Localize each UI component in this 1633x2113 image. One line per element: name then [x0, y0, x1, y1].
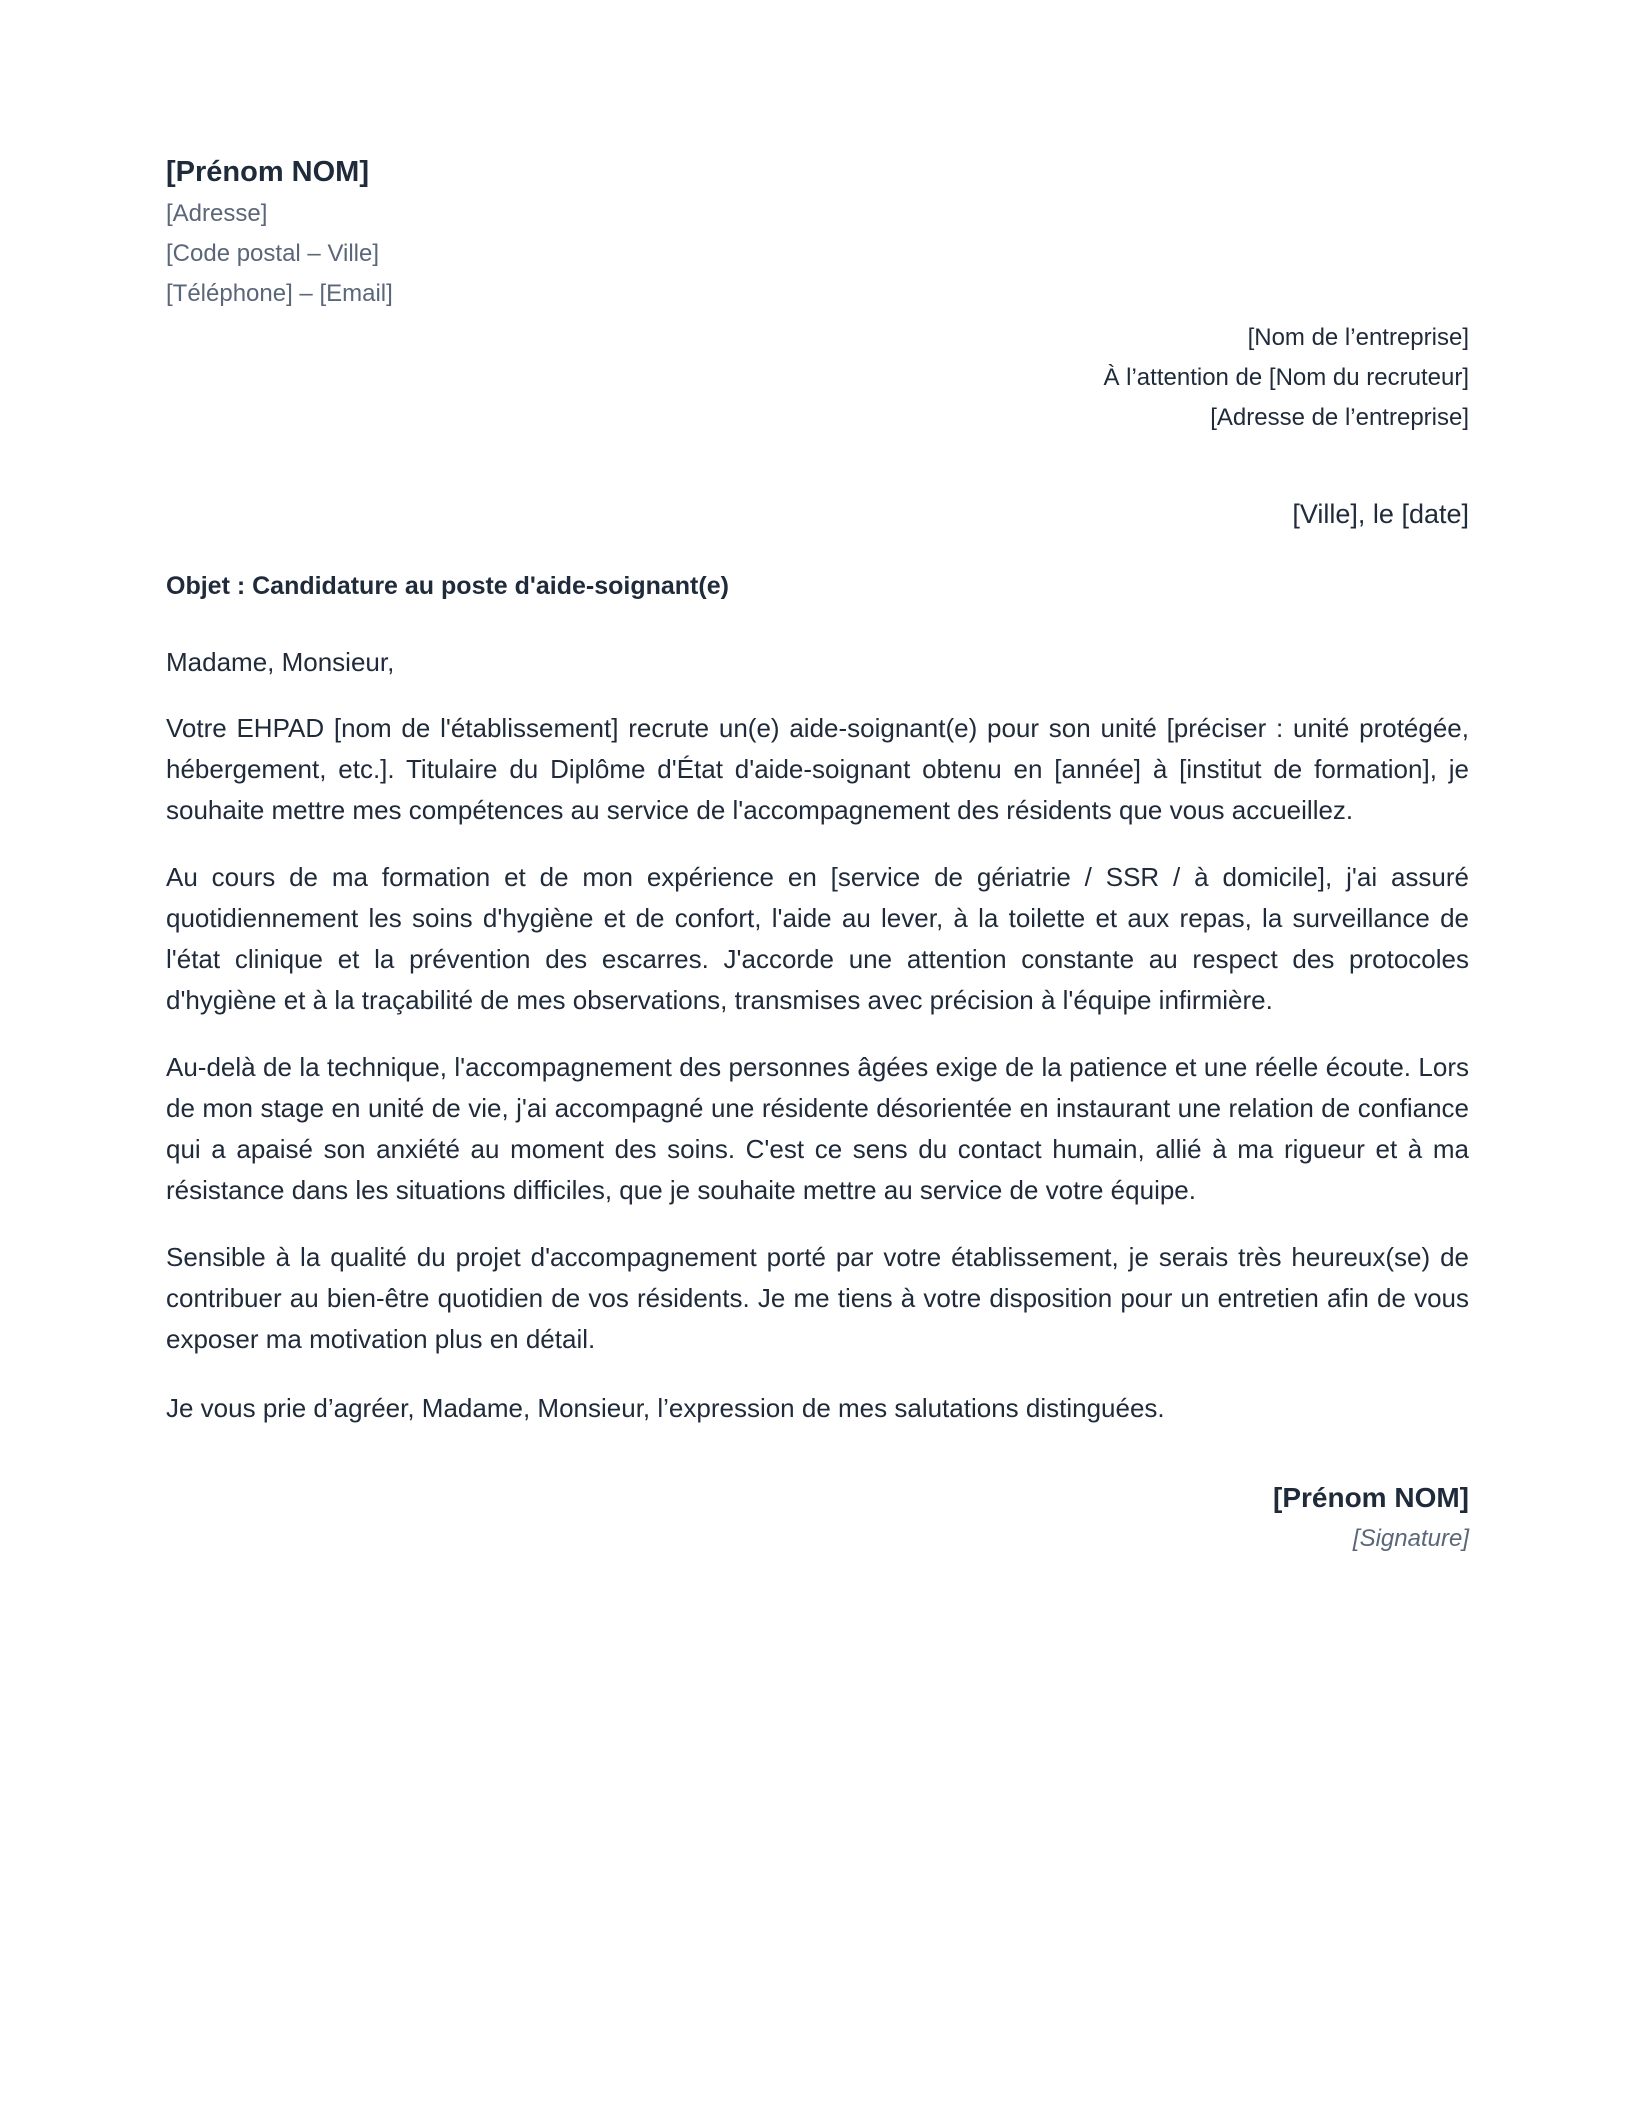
sender-postal-city: [Code postal – Ville]	[166, 240, 380, 267]
sender-contact: [Téléphone] – [Email]	[166, 280, 393, 307]
cover-letter	[166, 150, 1469, 1559]
body-paragraph-motivation: Sensible à la qualité du projet d'accompagnement porté par votre établissement, je serais très heureux(se) de contribuer au bien-être quotidien de vos résidents. Je me tiens à votre disposition pour un entretien afin de vous exposer ma motivation plus en détail.	[166, 1242, 1469, 1354]
signature-block	[166, 1477, 1469, 1559]
salutation: Madame, Monsieur,	[166, 647, 395, 677]
body-paragraph-experience: Au cours de ma formation et de mon expérience en [service de gériatrie / SSR / à domicile], j'ai assuré quotidiennement les soins d'hygiène et de confort, l'aide au lever, à la toilette et aux repas, la surveillance de l'état clinique et la prévention des escarres. J'accorde une attention constante au respect des protocoles d'hygiène et à la traçabilité de mes observations, transmises avec précision à l'équipe infirmière.	[166, 862, 1469, 1015]
place-date: [Ville], le [date]	[1292, 499, 1469, 529]
sender-address: [Adresse]	[166, 200, 268, 227]
body-paragraph-human: Au-delà de la technique, l'accompagnement des personnes âgées exige de la patience et une réelle écoute. Lors de mon stage en unité de vie, j'ai accompagné une résidente désorientée en instaurant une relation de confiance qui a apaisé son anxiété au moment des soins. C'est ce sens du contact humain, allié à ma rigueur et à ma résistance dans les situations difficiles, que je souhaite mettre au service de votre équipe.	[166, 1052, 1469, 1205]
letter-subject: Objet : Candidature au poste d'aide-soignant(e)	[166, 572, 729, 600]
recipient-address: [Adresse de l’entreprise]	[1210, 404, 1469, 431]
closing-formula: Je vous prie d’agréer, Madame, Monsieur, l’expression de mes salutations distinguées.	[166, 1393, 1165, 1423]
recipient-attention: À l’attention de [Nom du recruteur]	[1103, 364, 1469, 391]
recipient-block	[166, 318, 1469, 438]
recipient-company: [Nom de l’entreprise]	[1247, 324, 1469, 351]
sender-block	[166, 150, 1469, 314]
signature-name: [Prénom NOM]	[1273, 1482, 1469, 1513]
sender-name: [Prénom NOM]	[166, 156, 369, 188]
signature-placeholder: [Signature]	[1352, 1525, 1469, 1552]
body-paragraph-intro: Votre EHPAD [nom de l'établissement] recrute un(e) aide-soignant(e) pour son unité [préciser : unité protégée, hébergement, etc.]. Titulaire du Diplôme d'État d'aide-soignant obtenu en [année] à [institut de formation], je souhaite mettre mes compétences au service de l'accompagnement des résidents que vous accueillez.	[166, 713, 1469, 825]
